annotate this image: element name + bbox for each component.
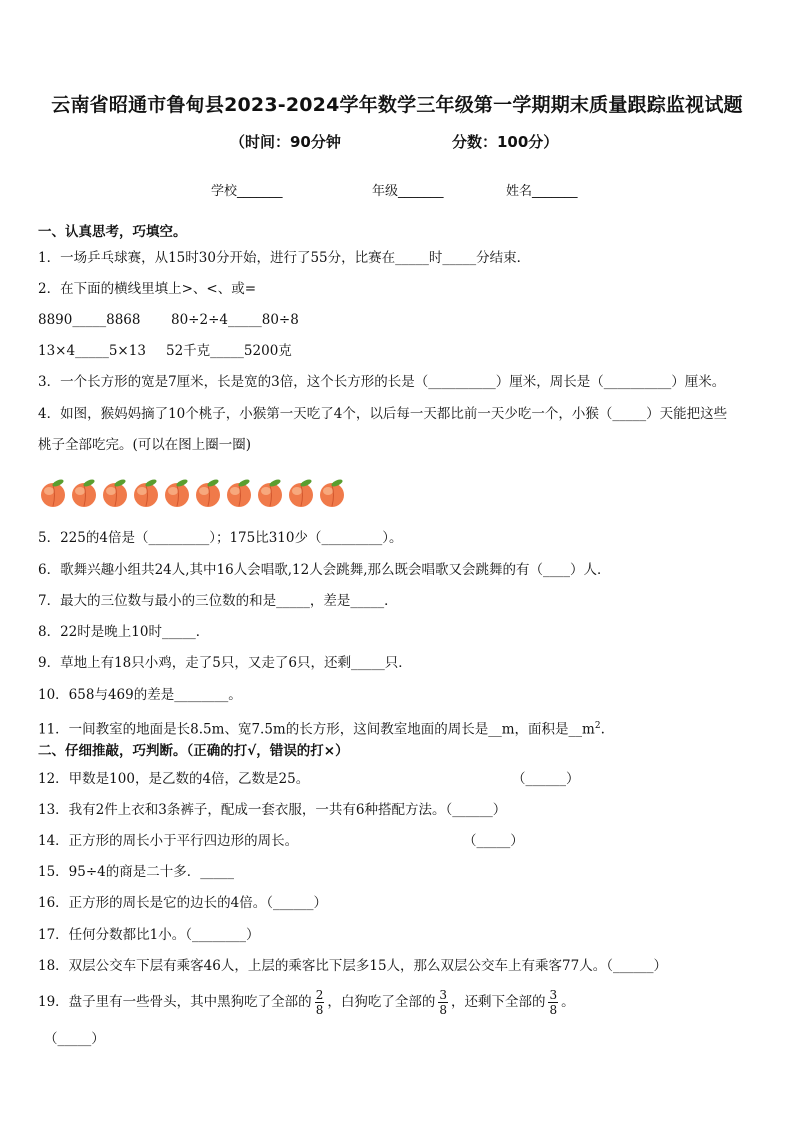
question-19-blank: （_____）: [44, 1031, 105, 1047]
section1-heading: 一、认真思考，巧填空。: [38, 224, 187, 240]
peach-icon: [227, 478, 251, 507]
peach-icon: [258, 478, 282, 507]
question-11: [38, 717, 605, 739]
question-4-line1: 4．如图，猴妈妈摘了10个桃子，小猴第一天吃了4个，以后每一天都比前一天少吃一个，小猴（_____）天能把这些: [38, 406, 728, 422]
question-14-blank: （_____）: [463, 833, 524, 849]
fraction-denominator: 8: [315, 1003, 324, 1017]
question-9: 9．草地上有18只小鸡，走了5只，又走了6只，还剩_____只．: [38, 655, 412, 671]
question-17: 17．任何分数都比1小。（________）: [38, 927, 260, 943]
question-2-item-b: 80÷2÷4_____80÷8: [171, 312, 299, 328]
peach-icon: [103, 478, 127, 507]
question-12-blank: （______）: [512, 771, 580, 787]
question-11-end: .: [600, 721, 605, 738]
question-12: 12．甲数是100，是乙数的4倍，乙数是25。: [38, 771, 310, 787]
peach-icon: [134, 478, 158, 507]
question-18: 18．双层公交车下层有乘客46人，上层的乘客比下层多15人，那么双层公交车上有乘客77人。（______）: [38, 958, 667, 974]
page-title: 云南省昭通市鲁甸县2023-2024学年数学三年级第一学期期末质量跟踪监视试题: [51, 94, 743, 116]
fraction-remaining: [548, 988, 558, 1017]
question-2-item-d: 52千克_____5200克: [166, 343, 292, 359]
peach-icon: [72, 478, 96, 507]
fraction-numerator: 2: [315, 988, 324, 1002]
peach-row: [38, 478, 358, 508]
question-19: [38, 985, 575, 1019]
question-8: 8．22时是晚上10时_____．: [38, 624, 210, 640]
question-5: 5．225的4倍是（_________）；175比310少（_________）。: [38, 530, 403, 546]
name-field: 姓名_______: [506, 184, 578, 199]
question-14: 14．正方形的周长小于平行四边形的周长。: [38, 833, 299, 849]
question-11-sup: 2: [594, 721, 601, 731]
fraction-numerator: 3: [549, 988, 558, 1002]
question-2-item-a: 8890_____8868: [38, 312, 141, 328]
question-2-item-c: 13×4_____5×13: [38, 343, 146, 359]
fraction-denominator: 8: [549, 1003, 558, 1017]
question-3: 3．一个长方形的宽是7厘米，长是宽的3倍，这个长方形的长是（__________）厘米，周长是（__________）厘米。: [38, 374, 726, 390]
grade-field: 年级_______: [372, 184, 444, 199]
fraction-numerator: 3: [439, 988, 447, 1002]
time-info: （时间：90分钟: [230, 133, 341, 151]
question-4-line2: 桃子全部吃完。(可以在图上圈一圈): [38, 437, 252, 453]
question-1: 1．一场乒乓球赛，从15时30分开始，进行了55分，比赛在_____时_____分结束．: [38, 250, 531, 266]
score-info: 分数：100分）: [452, 133, 559, 151]
question-2: 2．在下面的横线里填上>、<、或=: [38, 281, 257, 297]
question-7: 7．最大的三位数与最小的三位数的和是_____，差是_____．: [38, 593, 398, 609]
fraction-denominator: 8: [439, 1003, 447, 1017]
question-11-text: 11．一间教室的地面是长8.5m、宽7.5m的长方形，这间教室地面的周长是__m，面积是__m: [38, 721, 595, 738]
peach-icon: [196, 478, 220, 507]
peach-icon: [320, 478, 344, 507]
question-15: 15．95÷4的商是二十多．_____: [38, 864, 235, 880]
question-10: 10．658与469的差是________。: [38, 687, 242, 703]
peach-icon: [289, 478, 313, 507]
school-field: 学校_______: [211, 184, 283, 199]
peach-icon: [165, 478, 189, 507]
question-19-text-a: 19．盘子里有一些骨头，其中黑狗吃了全部的: [38, 994, 312, 1010]
question-16: 16．正方形的周长是它的边长的4倍。（______）: [38, 895, 328, 911]
fraction-white-dog: [438, 988, 448, 1017]
question-19-text-d: 。: [561, 994, 575, 1010]
fraction-black-dog: [315, 988, 325, 1017]
peach-icon: [41, 478, 65, 507]
question-6: 6．歌舞兴趣小组共24人,其中16人会唱歌,12人会跳舞,那么既会唱歌又会跳舞的有（____）人．: [38, 562, 611, 578]
section2-heading: 二、仔细推敲，巧判断。（正确的打√，错误的打×）: [38, 743, 349, 759]
question-19-text-c: ，还剩下全部的: [450, 994, 546, 1010]
question-13: 13．我有2件上衣和3条裤子，配成一套衣服，一共有6种搭配方法。（______）: [38, 802, 507, 818]
question-19-text-b: ，白狗吃了全部的: [327, 994, 436, 1010]
